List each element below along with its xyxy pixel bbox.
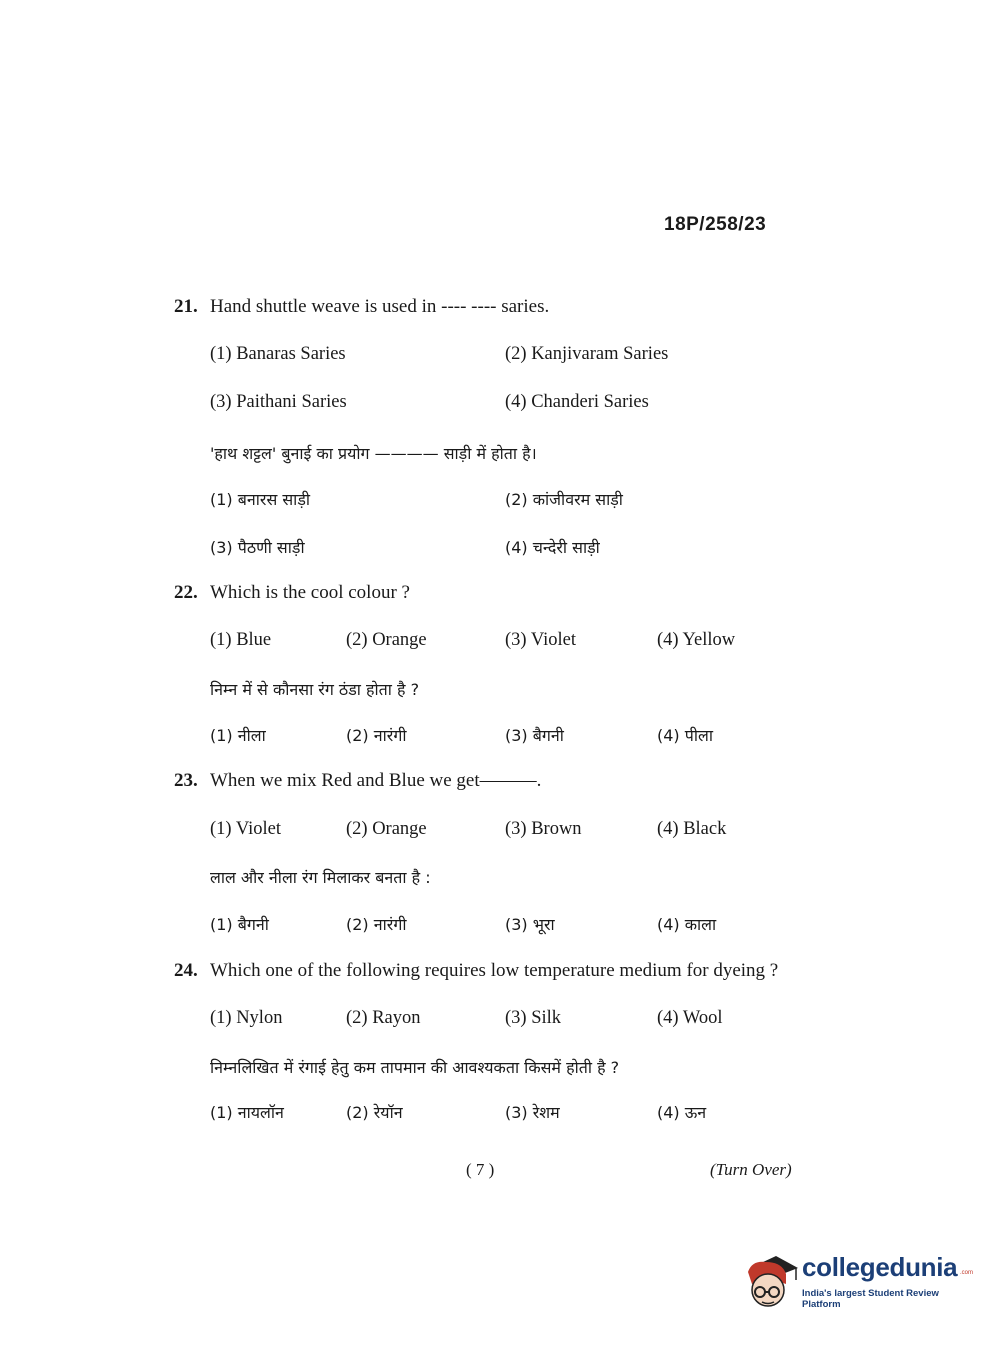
turn-over-label: (Turn Over)	[710, 1160, 792, 1179]
option: (3) Violet	[505, 630, 576, 650]
option: (3) Brown	[505, 819, 582, 839]
question-number: 22.	[174, 582, 198, 603]
paper-code: 18P/258/23	[664, 214, 767, 235]
question-number: 21.	[174, 296, 198, 317]
option: (4) Wool	[657, 1008, 723, 1028]
option-hindi: (2) कांजीवरम साड़ी	[505, 490, 623, 509]
option-hindi: (1) बैगनी	[210, 915, 269, 934]
option-hindi: (3) रेशम	[505, 1103, 560, 1122]
option-hindi: (1) नायलॉन	[210, 1103, 284, 1122]
option-hindi: (4) पीला	[657, 726, 713, 745]
option: (2) Orange	[346, 630, 427, 650]
option: (1) Banaras Saries	[210, 344, 346, 364]
option: (2) Rayon	[346, 1008, 421, 1028]
question-number: 23.	[174, 770, 198, 791]
question-text-hindi: 'हाथ शट्टल' बुनाई का प्रयोग ———— साड़ी में होता है।	[210, 444, 537, 463]
logo-suffix: .com	[960, 1270, 974, 1276]
option: (4) Black	[657, 819, 727, 839]
option: (3) Silk	[505, 1008, 562, 1028]
option-hindi: (3) भूरा	[505, 915, 555, 934]
option-hindi: (2) नारंगी	[346, 915, 407, 934]
option: (4) Yellow	[657, 630, 736, 650]
question-text-hindi: लाल और नीला रंग मिलाकर बनता है :	[210, 868, 431, 887]
question-text: Which is the cool colour ?	[210, 582, 410, 603]
option-hindi: (3) पैठणी साड़ी	[210, 538, 305, 557]
question-text: Hand shuttle weave is used in ---- ---- saries.	[210, 296, 550, 317]
option-hindi: (4) काला	[657, 915, 717, 934]
option: (2) Kanjivaram Saries	[505, 344, 669, 364]
option-hindi: (3) बैगनी	[505, 726, 564, 745]
option-hindi: (4) चन्देरी साड़ी	[505, 538, 600, 557]
option: (3) Paithani Saries	[210, 392, 347, 412]
question-number: 24.	[174, 960, 198, 981]
collegedunia-logo[interactable]	[742, 1250, 972, 1310]
option: (1) Blue	[210, 630, 272, 650]
page-number: ( 7 )	[466, 1160, 495, 1179]
logo-wordmark: collegedunia	[802, 1252, 958, 1282]
question-text-hindi: निम्नलिखित में रंगाई हेतु कम तापमान की आवश्यकता किसमें होती है ?	[210, 1058, 620, 1077]
question-text: Which one of the following requires low temperature medium for dyeing ?	[210, 960, 779, 981]
option: (4) Chanderi Saries	[505, 392, 649, 412]
option-hindi: (2) रेयॉन	[346, 1103, 403, 1122]
mascot-icon	[742, 1250, 800, 1310]
option: (1) Violet	[210, 819, 281, 839]
option-hindi: (2) नारंगी	[346, 726, 407, 745]
option-hindi: (1) बनारस साड़ी	[210, 490, 311, 509]
option: (1) Nylon	[210, 1008, 283, 1028]
option-hindi: (4) ऊन	[657, 1103, 707, 1122]
option: (2) Orange	[346, 819, 427, 839]
logo-tagline: India's largest Student Review Platform	[802, 1288, 939, 1310]
question-text: When we mix Red and Blue we get———.	[210, 770, 542, 791]
option-hindi: (1) नीला	[210, 726, 266, 745]
question-text-hindi: निम्न में से कौनसा रंग ठंडा होता है ?	[210, 680, 420, 699]
